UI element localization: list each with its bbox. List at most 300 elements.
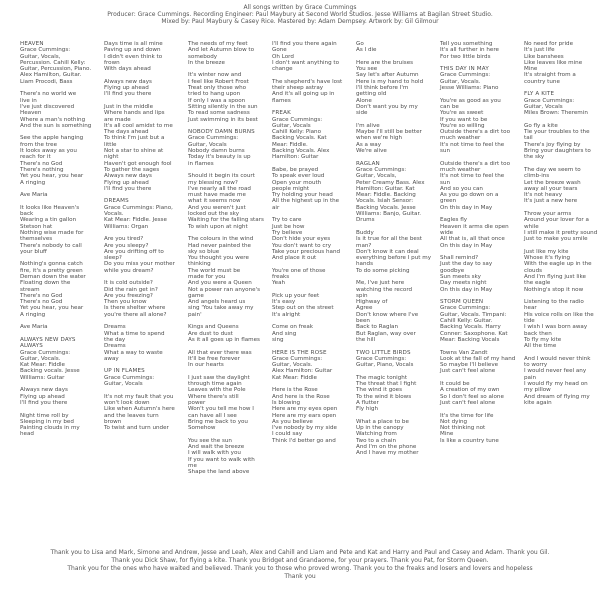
lyric-line: Percussion. Cahill Kelly:: [20, 59, 86, 66]
lyric-line: Just swimming in its best: [188, 116, 258, 123]
lyric-line: You're one of those: [272, 267, 326, 274]
lyric-line: to worry: [524, 362, 548, 369]
lyric-line: Just be how: [272, 223, 305, 230]
lyric-line: Guitar, Vocals. Timpani:: [440, 311, 507, 318]
lyric-line: the sky: [524, 154, 545, 161]
credit-line: Mixed by: Paul Maybury & Casey Rice. Mastered by: Adam Dempsey. Artwork by: Gil Gilmour: [161, 18, 439, 26]
lyric-line: fire, it's a pretty green: [20, 267, 83, 274]
lyric-line: Dreams: [104, 324, 126, 331]
lyric-line: Waiting for the falling stars: [188, 217, 264, 224]
lyric-line: Shape the land above: [188, 469, 250, 476]
lyric-line: thinking: [188, 261, 211, 268]
lyric-line: Flying up ahead: [104, 85, 149, 92]
lyric-line: Come on freak: [272, 324, 313, 331]
lyric-line: Don't want you by my: [356, 103, 418, 110]
lyric-line: His voice rolls on like the: [524, 311, 594, 318]
lyric-line: the eagle: [524, 280, 551, 287]
lyric-line: Kat Mear: Fiddle: [20, 362, 65, 369]
lyric-line: Ave Maria: [20, 192, 48, 199]
lyric-line: There's no God: [20, 299, 63, 306]
lyric-line: All that is, all that once: [440, 236, 505, 243]
lyric-line: Backing Vocals. Jesse: [356, 204, 416, 211]
lyric-line: Is it true for all the best: [356, 236, 422, 243]
lyric-line: Backing Vocals. Harry: [440, 324, 501, 331]
lyric-line: Nothing wise made for: [20, 229, 84, 236]
lyric-line: you're there all alone?: [104, 311, 167, 318]
lyric-line: It's straight from a: [524, 72, 576, 79]
lyric-line: Is like a country tune: [440, 437, 499, 444]
lyric-line: Back to Raglan: [356, 324, 399, 331]
lyric-line: And I would never think: [524, 355, 591, 362]
lyric-line: And sing: [272, 330, 297, 337]
lyric-line: made for you: [188, 273, 226, 280]
lyric-line: Sun meets sky: [440, 273, 481, 280]
lyric-line: the day: [104, 336, 126, 343]
lyric-line: It's all cool amidst to me: [104, 122, 173, 129]
lyric-line: I'll find you there: [20, 399, 68, 406]
thank-you-line: Thank you for the ones who have waited and believed. Thank you to those who proved wrong. Thank you to the freaks and losers and lovers and hopeless: [67, 565, 533, 572]
lyric-line: You don't want to cry: [272, 242, 332, 249]
lyric-line: Not dying: [440, 418, 468, 425]
lyric-line: I've nearly all the road: [188, 185, 251, 192]
lyric-line: To the wind it blows: [356, 393, 412, 400]
lyric-line: are made: [104, 116, 131, 123]
lyric-line: The magic tonight: [356, 374, 408, 381]
lyric-line: frown: [104, 59, 120, 66]
lyric-line: Heaven: [20, 110, 42, 117]
lyric-line: I will walk with you: [188, 450, 241, 457]
lyric-line: Just to make you smile: [524, 236, 588, 243]
lyric-line: Bring your daughters to: [524, 148, 591, 155]
lyric-line: Then you know: [104, 299, 147, 306]
lyric-line: Days time is all mine: [104, 41, 163, 47]
lyric-line: climb-ins: [524, 173, 550, 180]
lyric-line: The colours in the wind: [188, 236, 254, 243]
lyric-line: Grace Cummings:: [272, 116, 323, 123]
lyric-line: Backing vocals. Jesse: [20, 368, 80, 375]
thank-you-line: Thank you Dick Shaw, for flying a kite. Thank you Bridget and Grandaome, for your prayers. Thank you Pat, for Storm Queen.: [111, 557, 489, 564]
lyric-line: Just like my kite: [524, 248, 569, 255]
lyric-line: I'll find you there again: [272, 41, 337, 47]
lyric-line: Look at the fall of my hand: [440, 355, 516, 362]
lyric-line: THIS DAY IN MAY: [440, 66, 489, 73]
lyric-line: Tell you something: [440, 41, 493, 47]
lyric-line: Grace Cummings:: [272, 355, 323, 362]
lyric-line: The world must be: [188, 267, 241, 274]
lyric-line: kite again: [524, 399, 552, 406]
lyric-line: I just saw the daylight: [188, 374, 250, 381]
lyric-line: I've just discovered: [20, 103, 75, 110]
lyric-line: I'll find you there: [104, 91, 152, 98]
lyric-line: Babe, be prayed: [272, 166, 319, 173]
lyric-line: Won't you tell me how I: [188, 406, 254, 413]
lyric-line: In our hearts: [188, 362, 224, 369]
lyric-line: I'm alive: [356, 122, 380, 129]
lyric-line: Hamilton: Guitar: [272, 154, 319, 161]
lyric-line: You're as sweet: [440, 110, 484, 117]
lyric-line: There's no God: [20, 160, 63, 167]
lyric-line: Buddy: [356, 229, 374, 236]
lyric-line: The days ahead: [104, 129, 149, 136]
lyric-line: I still make it pretty sound: [524, 229, 598, 236]
lyric-line: must have made me: [188, 192, 246, 199]
lyric-line: Drums: [356, 217, 375, 224]
lyric-line: sun: [440, 148, 451, 155]
album-credits: [0, 4, 600, 26]
lyrics-column: [272, 41, 343, 543]
lyrics-columns: [20, 41, 598, 543]
lyric-line: Sitting silently in the sun: [188, 103, 258, 110]
lyric-line: Nothing's stop it now: [524, 286, 584, 293]
lyric-line: There's no world we: [20, 91, 77, 98]
lyric-line: man?: [356, 242, 372, 249]
lyric-line: Not thinking not: [440, 425, 486, 432]
lyric-line: And so you can: [440, 185, 483, 192]
lyric-line: sing 'You take away my: [188, 305, 254, 312]
lyric-line: away all your tears: [524, 185, 578, 192]
lyric-line: Mear: Backing Vocals: [440, 336, 500, 343]
lyric-line: side: [356, 110, 368, 117]
lyric-line: Always new days: [20, 387, 68, 394]
lyric-line: Dreams: [104, 343, 126, 350]
lyric-line: Guitar, Piano, Vocals: [356, 362, 414, 369]
lyric-line: Do you miss your mother: [104, 261, 175, 268]
lyric-line: in flames: [188, 160, 214, 167]
lyric-line: A creation of my own: [440, 387, 500, 394]
lyric-line: I feel like Robert Frost: [188, 78, 249, 85]
lyric-line: Tie your troubles to the: [524, 129, 590, 136]
lyric-line: Take your precious hand: [272, 248, 341, 255]
lyric-line: And I have my mother: [356, 450, 419, 457]
lyric-line: I don't want anything to: [272, 59, 340, 66]
lyric-line: The needs of my feet: [188, 41, 248, 47]
lyric-line: So maybe I'll believe: [440, 362, 499, 369]
lyric-line: Gone: [272, 47, 287, 54]
lyric-line: Grace Cummings:: [104, 374, 155, 381]
lyric-line: pain: [524, 374, 537, 381]
lyric-line: Nothing's gonna catch: [20, 261, 83, 268]
lyric-line: back then: [524, 330, 552, 337]
lyric-line: It's just a new here: [524, 198, 578, 205]
lyric-line: If you want to walk with: [188, 456, 255, 463]
lyric-line: Haven't got enough fool: [104, 160, 172, 167]
lyric-line: been: [356, 318, 370, 325]
lyric-line: Grace Cummings: Piano,: [104, 204, 173, 211]
lyric-line: Liam Procodi, Bass: [20, 78, 73, 85]
lyric-line: A ringing: [20, 311, 46, 318]
lyric-line: And you were a Queen: [188, 280, 252, 287]
lyric-line: Watching from: [356, 431, 397, 438]
lyrics-column: [356, 41, 432, 543]
lyric-line: Just in the middle: [104, 103, 154, 110]
lyric-line: It's easy: [272, 299, 296, 306]
lyric-line: sun: [440, 179, 451, 186]
lyric-line: Like banshees: [524, 53, 564, 60]
lyric-line: flames: [272, 97, 291, 104]
lyric-line: Mine: [524, 66, 538, 73]
lyric-line: Not a star to shine at: [104, 148, 164, 155]
lyric-line: A flutter: [356, 399, 379, 406]
lyric-line: Always new days: [104, 78, 152, 85]
lyric-line: To twist and turn under: [104, 425, 169, 432]
lyric-line: Don't hide your eyes: [272, 236, 331, 243]
lyric-line: DREAMS: [104, 198, 129, 205]
lyric-line: Try to care: [272, 217, 302, 224]
lyric-line: Sleeping in my bed: [20, 418, 74, 425]
lyric-line: FREAK: [272, 110, 291, 117]
lyric-line: my blessing now?: [188, 179, 238, 186]
lyric-line: while you dream?: [104, 267, 154, 274]
lyric-line: wide: [440, 229, 454, 236]
lyric-line: freaks: [272, 273, 290, 280]
lyric-line: tried to hang upon: [188, 91, 241, 98]
lyric-line: It's the time for life: [440, 412, 494, 419]
lyric-line: Whose it's flying: [524, 255, 571, 262]
lyric-line: Highway of: [356, 299, 388, 306]
lyric-line: Throw your arms: [524, 211, 572, 218]
lyric-line: Maybe I'll still be better: [356, 129, 422, 136]
lyric-line: As you go down on a: [440, 192, 499, 199]
lyric-line: head: [20, 431, 34, 438]
lyric-line: Guitar, Vocals.: [440, 78, 481, 85]
lyric-line: It looks like Heaven's: [20, 204, 80, 211]
lyric-line: RAGLAN: [356, 160, 380, 167]
lyric-line: All the highest up in the: [272, 198, 340, 205]
lyric-line: What a time to spend: [104, 330, 165, 337]
lyric-line: Oh Lord: [272, 53, 294, 60]
lyric-line: And the sun is something: [20, 122, 92, 129]
lyric-line: The shepherd's have lost: [272, 78, 343, 85]
lyric-line: You see the sun: [188, 437, 232, 444]
lyrics-column: [440, 41, 516, 543]
lyric-line: Here is my hand to hold: [356, 78, 424, 85]
lyric-line: UP IN FLAMES: [104, 368, 145, 375]
lyric-line: There's joy flying by: [524, 141, 581, 148]
lyric-line: Vocals. Isiah Sensor:: [356, 198, 414, 205]
lyric-line: Vocals.: [104, 211, 124, 218]
lyric-line: tail: [524, 135, 533, 142]
lyric-line: If only I was a spoon: [188, 97, 246, 104]
lyric-line: Grace Cummings:: [524, 97, 575, 104]
lyric-line: To gather the sages: [104, 166, 160, 173]
lyric-line: stream: [20, 286, 40, 293]
lyric-line: It's not my fault that you: [104, 393, 174, 400]
lyric-line: hear: [524, 305, 537, 312]
thank-you-line: Thank you to Lisa and Mark, Simone and Andrew, Jesse and Leah, Alex and Cahill and Liam and Pete and Kat and Harry and Paul and Casey and Adam. Thank you Gil.: [50, 549, 550, 556]
lyric-line: All that ever there was: [188, 349, 252, 356]
lyric-line: Around your lover for a: [524, 217, 589, 224]
lyric-line: hands: [356, 261, 373, 268]
lyric-line: It's all further in here: [440, 47, 499, 54]
lyric-line: Listening to the radio: [524, 299, 584, 306]
lyric-line: Is there shelter where: [104, 305, 166, 312]
lyric-line: Just can't feel alone: [440, 368, 496, 375]
lyric-line: Yeah: [272, 280, 286, 287]
lyric-line: Towns Van Zandt: [440, 349, 488, 356]
lyric-line: So I don't feel so alone: [440, 393, 504, 400]
lyric-line: Guitar, Percussion, Piano.: [20, 66, 92, 73]
lyric-line: Should it begin its court: [188, 173, 255, 180]
lyric-line: live in: [20, 97, 37, 104]
lyric-line: Bring me back to you: [188, 418, 248, 425]
lyric-line: And let Autumn blow to: [188, 47, 255, 54]
lyric-line: For two little birds: [440, 53, 491, 60]
lyric-line: change: [272, 66, 293, 73]
lyric-line: Is blowing: [272, 399, 301, 406]
lyric-line: somebody: [188, 53, 218, 60]
lyric-line: Guitar, Vocals: [524, 103, 563, 110]
lyric-line: And dream of flying my: [524, 393, 590, 400]
lyric-line: Here are the bruises: [356, 59, 414, 66]
lyric-line: locked out the sky: [188, 211, 240, 218]
lyric-line: Pick up your feet: [272, 292, 320, 299]
lyric-line: Here is the Rose: [272, 387, 318, 394]
lyric-line: won't look down: [104, 399, 150, 406]
lyric-line: With the eagle up in the: [524, 261, 592, 268]
lyric-line: back: [20, 211, 34, 218]
lyric-line: Backing Vocals. Alex: [272, 148, 330, 155]
lyric-line: On this day in May: [440, 286, 493, 293]
lyric-line: Are you sleepy?: [104, 242, 149, 249]
lyric-line: And angels heard us: [188, 299, 246, 306]
lyric-line: Here are my eyes open: [272, 406, 338, 413]
lyric-line: A ringing: [20, 179, 46, 186]
lyric-line: much weather: [440, 135, 481, 142]
lyric-line: night: [104, 154, 119, 161]
lyric-line: I'll think before I'm: [356, 85, 409, 92]
lyric-line: through time again: [188, 381, 242, 388]
lyric-line: what it seems now: [188, 198, 241, 205]
lyric-line: Williams: Guitar: [20, 374, 65, 381]
lyric-line: There's nobody to call: [20, 242, 82, 249]
lyric-line: Fly high: [356, 406, 379, 413]
lyric-line: And wait the breeze: [188, 444, 245, 450]
lyric-line: Let the breeze wash: [524, 179, 581, 186]
lyric-line: Grace Cummings:: [20, 47, 71, 54]
lyric-line: Mear: Fiddle. Backing: [356, 192, 416, 199]
lyric-line: spin: [356, 292, 368, 299]
lyric-line: green: [440, 198, 457, 205]
lyric-line: To speak ever loud: [272, 173, 325, 180]
lyric-line: Grace Cummings:: [188, 135, 239, 142]
lyric-line: Outside there's a dirt too: [440, 160, 511, 167]
lyric-line: I wish I was born away: [524, 324, 588, 331]
lyric-line: Treat only those who: [188, 85, 247, 92]
lyric-line: my pillow: [524, 387, 551, 394]
lyric-line: Today it's beauty is up: [188, 154, 251, 161]
lyric-line: Cahill Kelly: Piano: [272, 129, 322, 136]
lyric-line: We're alive: [356, 148, 387, 155]
lyric-line: You're as good as you: [440, 97, 501, 104]
lyric-line: No need for pride: [524, 41, 574, 47]
lyric-line: It's not time to feel the: [440, 141, 505, 148]
lyric-line: And I'm flying just like: [524, 273, 586, 280]
lyric-line: Grace Cummings:: [20, 349, 71, 356]
lyric-line: If you want to be: [440, 116, 488, 123]
lyric-line: Are you tired?: [104, 236, 144, 243]
lyric-line: To read some sadness: [188, 110, 250, 117]
lyric-line: Mine: [440, 431, 454, 438]
lyric-line: Williams: Organ: [104, 223, 149, 230]
lyric-line: Agree: [356, 305, 373, 312]
lyric-line: Where hands and lips: [104, 110, 165, 117]
lyric-line: To do some picking: [356, 267, 410, 274]
lyric-line: brown: [104, 418, 122, 425]
lyric-line: But Raglan, way over: [356, 330, 416, 337]
lyric-line: You're so willing: [440, 122, 485, 129]
lyric-line: Heaven it arms die open: [440, 223, 509, 230]
lyric-line: It'll be free forever: [188, 355, 240, 362]
lyrics-column: [104, 41, 175, 543]
lyric-line: Just the day to say: [440, 261, 493, 268]
lyric-line: What a place to be: [356, 418, 409, 425]
lyric-line: Don't know it can deal: [356, 248, 419, 255]
lyric-line: can be: [440, 103, 459, 110]
lyric-line: people might: [272, 185, 310, 192]
lyrics-column: [524, 41, 598, 543]
lyric-line: Guitar, Vocals.: [20, 355, 61, 362]
lyric-line: Did the rain get in?: [104, 286, 158, 293]
lyric-line: Eagles fly: [440, 217, 468, 224]
lyric-line: tide: [524, 318, 535, 325]
lyric-line: There's no God: [20, 292, 63, 299]
lyric-line: TWO LITTLE BIRDS: [356, 349, 411, 356]
lyric-line: FLY A KITE: [524, 91, 555, 98]
lyric-line: I'll find you there: [104, 185, 152, 192]
lyric-line: In the breeze: [188, 59, 225, 66]
lyric-line: To think I'm just but a: [104, 135, 165, 142]
lyric-line: Conner: Saxophone. Kat: [440, 330, 508, 337]
lyric-line: I could say: [272, 431, 303, 438]
lyric-line: getting old: [356, 91, 387, 98]
lyric-line: Here are my ears open: [272, 412, 337, 419]
lyric-line: With days ahead: [104, 66, 151, 73]
lyric-line: their sheep astray: [272, 85, 324, 92]
lyrics-column: [188, 41, 264, 543]
lyric-line: Alex Hamilton: Guitar: [272, 368, 333, 375]
lyric-line: Wearing a tin gallon: [20, 217, 77, 224]
lyric-line: Alex Hamilton, Guitar.: [20, 72, 82, 79]
lyric-line: Where there's still: [188, 393, 239, 400]
lyric-line: pain': [188, 311, 202, 318]
lyric-line: Up in the canopy: [356, 425, 404, 432]
lyric-line: air: [272, 204, 280, 211]
lyric-line: Always new days: [104, 173, 152, 180]
lyric-line: You see: [356, 66, 378, 73]
lyric-line: Floating down the: [20, 280, 71, 287]
lyric-line: Kat Mear: Fiddle: [272, 374, 317, 381]
lyric-line: me: [188, 462, 197, 469]
lyric-line: It's alright: [272, 311, 301, 318]
lyric-line: your bluff: [20, 248, 47, 255]
lyric-line: All the time: [524, 343, 557, 350]
lyric-line: Backing Vocals. Kat: [272, 135, 327, 142]
lyric-line: The threat that I fight: [356, 381, 417, 388]
lyric-line: when we're high: [356, 135, 403, 142]
lyric-line: can have all I see: [188, 412, 237, 419]
lyric-line: Step out on the street: [272, 305, 334, 312]
lyric-line: sing: [272, 336, 284, 343]
lyric-line: Alone: [356, 97, 372, 104]
lyric-line: And it's all going up in: [272, 91, 335, 98]
lyric-line: Had never painted the: [188, 242, 252, 249]
lyric-line: Go fly a kite: [524, 122, 558, 129]
lyric-line: It looks away as you: [20, 148, 77, 155]
lyric-line: It's winter now and: [188, 72, 242, 79]
lyric-line: There's nothing: [20, 166, 64, 173]
lyric-line: Guitar, Vocals: [104, 381, 143, 388]
lyric-line: power: [188, 399, 206, 406]
